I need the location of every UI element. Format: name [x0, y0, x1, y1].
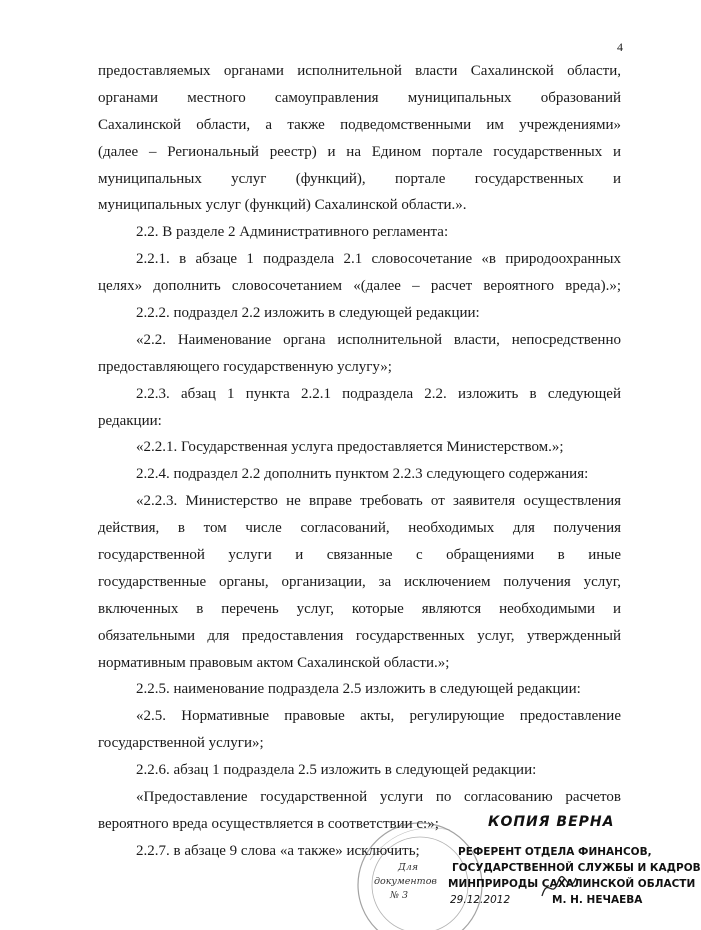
seal-text: документов: [374, 876, 437, 887]
text-line: 2.2.7. в абзаце 9 слова «а также» исключить;: [136, 842, 420, 859]
text-line: 2.2.2. подраздел 2.2 изложить в следующей редакции:: [136, 305, 480, 322]
text-line: Сахалинской области, а также подведомственными им учреждениями»: [98, 116, 621, 133]
text-line: целях» дополнить словосочетанием «(далее – расчет вероятного вреда).»;: [98, 278, 621, 295]
text-line: муниципальных услуг (функций) Сахалинской области.».: [98, 197, 467, 214]
text-line: 2.2.6. абзац 1 подраздела 2.5 изложить в следующей редакции:: [136, 762, 537, 779]
text-line: 2.2.1. в абзаце 1 подраздела 2.1 словосочетание «в природоохранных: [136, 251, 621, 268]
text-line: предоставляемых органами исполнительной власти Сахалинской области,: [98, 63, 621, 79]
certification-stamp: [340, 790, 701, 906]
text-line: нормативным правовым актом Сахалинской области.»;: [98, 654, 450, 671]
stamp-signer-name: М. Н. НЕЧАЕВА: [552, 894, 643, 906]
text-line: редакции:: [98, 412, 162, 429]
text-line: предоставляющего государственную услугу»;: [98, 358, 392, 375]
text-line: «2.2.1. Государственная услуга предоставляется Министерством.»;: [136, 439, 564, 456]
stamp-date: 29.12.2012: [450, 894, 511, 906]
text-line: «2.2.3. Министерство не вправе требовать от заявителя осуществления: [136, 493, 621, 510]
text-line: 2.2. В разделе 2 Административного регламента:: [136, 224, 449, 241]
text-line: 2.2.4. подраздел 2.2 дополнить пунктом 2.2.3 следующего содержания:: [136, 466, 589, 483]
seal-number: № 3: [390, 890, 409, 901]
stamp-ministry-line: МИНПРИРОДЫ САХАЛИНСКОЙ ОБЛАСТИ: [448, 878, 696, 890]
round-seal-icon: [340, 790, 500, 930]
text-line: государственной услуги и связанные с обращениями в иные: [98, 547, 621, 564]
document-body: [98, 58, 621, 865]
text-line: государственные органы, организации, за исключением получения услуг,: [98, 573, 621, 590]
copy-verified-label: КОПИЯ ВЕРНА: [488, 814, 615, 830]
text-line: действия, в том числе согласований, необходимых для получения: [98, 520, 621, 537]
text-line: 2.2.3. абзац 1 пункта 2.2.1 подраздела 2.2. изложить в следующей: [136, 385, 621, 402]
stamp-department-line: ГОСУДАРСТВЕННОЙ СЛУЖБЫ И КАДРОВ: [452, 862, 701, 874]
text-line: обязательными для предоставления государственных услуг, утвержденный: [98, 627, 621, 644]
text-line: вероятного вреда осуществляется в соответствии с:»;: [98, 815, 439, 832]
text-line: «2.5. Нормативные правовые акты, регулирующие предоставление: [136, 708, 621, 725]
text-line: органами местного самоуправления муниципальных образований: [98, 89, 621, 106]
page-number: 4: [617, 40, 623, 54]
seal-text: Для: [398, 862, 419, 873]
stamp-position-line: РЕФЕРЕНТ ОТДЕЛА ФИНАНСОВ,: [458, 846, 652, 858]
text-line: (далее – Региональный реестр) и на Едином портале государственных и: [98, 143, 621, 160]
text-line: «Предоставление государственной услуги по согласованию расчетов: [136, 789, 621, 806]
text-line: включенных в перечень услуг, которые являются необходимыми и: [98, 600, 621, 617]
text-line: 2.2.5. наименование подраздела 2.5 изложить в следующей редакции:: [136, 681, 581, 698]
text-line: муниципальных услуг (функций), портале государственных и: [98, 170, 621, 187]
text-line: государственной услуги»;: [98, 735, 264, 752]
text-line: «2.2. Наименование органа исполнительной власти, непосредственно: [136, 331, 621, 348]
